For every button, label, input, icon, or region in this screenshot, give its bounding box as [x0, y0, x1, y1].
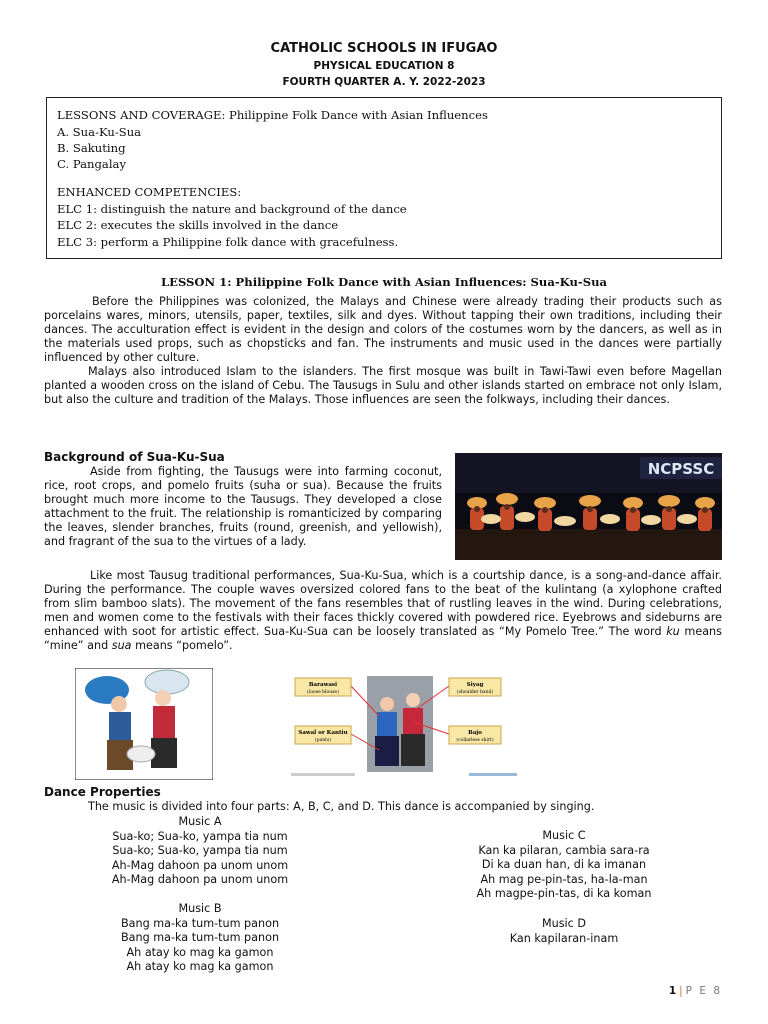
background-paragraph: Aside from fighting, the Tausugs were into farming coconut, rice, root crops, and pomelo fruits (suha or sua). Because the fruits brought much more income to the Tausugs. They developed a close attachment to the fruit. The relationship is romanticized by comparing the leaves, slender branches, fruits (round, greenish, and yellowish), and fragrant of the sua to the virtues of a lady. — [44, 465, 442, 548]
lessons-heading: LESSONS AND COVERAGE: Philippine Folk Dance with Asian Influences — [57, 108, 488, 122]
intro-section — [44, 295, 722, 407]
footer-separator: | — [679, 985, 683, 997]
school-name: CATHOLIC SCHOOLS IN IFUGAO — [270, 41, 498, 56]
lyric-line: Ah atay ko mag ka gamon — [126, 945, 274, 959]
photo-sign-text: NCPSSC — [647, 460, 715, 478]
costume-label: Sawal or Kantiu — [298, 730, 348, 736]
music-title: Music C — [542, 829, 586, 842]
music-d-block — [434, 917, 694, 946]
costume-label-sub: (pants) — [314, 738, 332, 743]
lyric-line: Kan ka pilaran, cambia sara-ra — [478, 843, 650, 857]
lesson-item: B. Sakuting — [57, 141, 126, 155]
lyric-line: Sua-ko; Sua-ko, yampa tia num — [112, 844, 288, 858]
page-footer — [669, 985, 722, 997]
coverage-box — [46, 97, 722, 259]
ku-word: ku — [666, 625, 680, 638]
background-heading: Background of Sua-Ku-Sua — [44, 450, 225, 464]
lesson-item: C. Pangalay — [57, 157, 126, 171]
lyric-line: Di ka duan han, di ka imanan — [481, 858, 647, 872]
sua-word: sua — [111, 639, 132, 652]
lyric-line: Ah mag pe-pin-tas, ha-la-man — [480, 872, 648, 886]
competency-item: ELC 1: distinguish the nature and background of the dance — [57, 202, 407, 216]
lyric-line: Bang ma-ka tum-tum panon — [120, 916, 280, 930]
costume-label: Barawasi — [308, 682, 338, 688]
dance-properties-intro: The music is divided into four parts: A, B, C, and D. This dance is accompanied by singing. — [88, 800, 595, 813]
intro-paragraph: Malays also introduced Islam to the islanders. The first mosque was built in Tawi-Tawi even before Magellan planted a wooden cross on the island of Cebu. The Tausugs in Sulu and other islands started on embrace not only Islam, but also the culture and tradition of the Malays. Those influences are seen the folkways, including their dances. — [44, 365, 722, 406]
costume-label: Bajo — [468, 730, 482, 736]
costume-diagram — [289, 670, 520, 780]
music-title: Music B — [178, 902, 222, 915]
background-paragraph: Like most Tausug traditional performances, Sua-Ku-Sua, which is a courtship dance, is a song-and-dance affair. During the performance. The couple waves oversized colored fans to the beat of the kulintang (a xylophone crafted from slim bamboo slats). The movement of the fans resembles that of rustling leaves in the wind. During celebrations, men and women come to the festivals with their faces thickly covered with powdered rice. Eyebrows and sideburns are enhanced with soot for artistic effect. Sua-Ku-Sua can be loosely translated as “My Pomelo Tree.” The word ku means “mine” and sua means “pomelo”. — [44, 569, 722, 652]
lyric-line: Bang ma-ka tum-tum panon — [120, 931, 280, 945]
quarter-title: FOURTH QUARTER A. Y. 2022-2023 — [282, 76, 486, 88]
lyric-line: Sua-ko; Sua-ko, yampa tia num — [112, 829, 288, 843]
footer-label: P E 8 — [685, 985, 722, 997]
music-title: Music D — [541, 917, 586, 930]
lyric-line: Kan kapilaran-inam — [509, 931, 619, 945]
intro-paragraph: Before the Philippines was colonized, the Malays and Chinese were already trading their products such as porcelains wares, minors, utensils, paper, textiles, silk and dyes. Without tapping their own traditions, including their dances. The acculturation effect is evident in the design and colors of the costumes worn by the dancers, as well as in the materials used props, such as chopsticks and fan. The instruments and music used in the dances were partially influenced by other culture. — [44, 295, 722, 364]
costume-label-sub: (loose blouse) — [307, 690, 339, 695]
lyric-line: Ah-Mag dahoon pa unom unom — [111, 858, 289, 872]
dancers-illustration — [75, 668, 213, 780]
music-c-block — [434, 829, 694, 902]
music-title: Music A — [178, 815, 222, 828]
subject-title: PHYSICAL EDUCATION 8 — [313, 60, 455, 72]
lesson-title: LESSON 1: Philippine Folk Dance with Asian Influences: Sua-Ku-Sua — [160, 275, 608, 289]
lyric-line: Ah atay ko mag ka gamon — [126, 960, 274, 974]
lyric-line: Ah-Mag dahoon pa unom unom — [111, 873, 289, 887]
competencies-heading: ENHANCED COMPETENCIES: — [57, 185, 242, 199]
competency-item: ELC 3: perform a Philippine folk dance with gracefulness. — [57, 235, 399, 249]
page-number: 1 — [668, 985, 677, 997]
costume-label: Siyag — [466, 682, 484, 688]
music-b-block — [70, 902, 330, 975]
competency-item: ELC 2: executes the skills involved in the dance — [57, 218, 339, 232]
dance-performance-photo — [455, 453, 722, 560]
costume-label-sub: (shoulder band) — [456, 690, 494, 695]
lyric-line: Ah magpe-pin-tas, di ka koman — [476, 887, 652, 901]
music-a-block — [70, 815, 330, 888]
dance-properties-heading: Dance Properties — [44, 785, 161, 799]
lesson-item: A. Sua-Ku-Sua — [57, 125, 142, 139]
costume-label-sub: (collarless shirt) — [456, 738, 494, 743]
